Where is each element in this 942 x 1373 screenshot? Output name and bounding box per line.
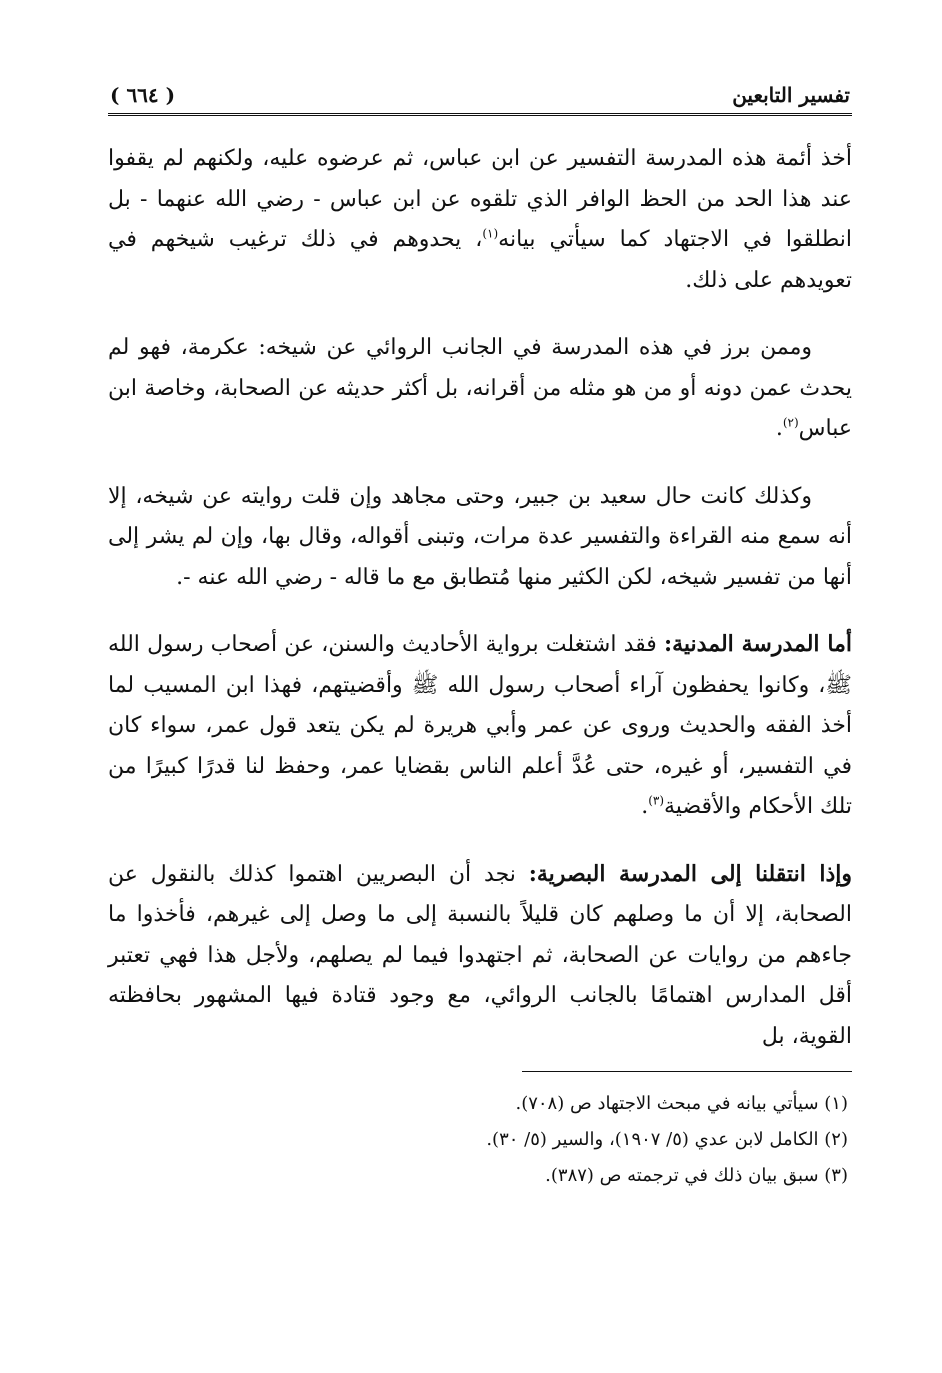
footnote-2: (٢) الكامل لابن عدي (٥/ ١٩٠٧)، والسير (٥/ ٣٠). [486,1129,848,1150]
paragraph-text: وممن برز في هذه المدرسة في الجانب الروائي عن شيخه: عكرمة، فهو لم يحدث عمن دونه أو من هو مثله من أقرانه، بل أكثر حديثه عن الصحابة، وخاصة ابن عباس [108,335,852,441]
footnote-ref-1[interactable]: (١) [482,226,499,241]
page-header [108,72,852,116]
paragraph-text: فقد اشتغلت برواية الأحاديث والسنن، عن أصحاب رسول الله ﷺ، وكانوا يحفظون آراء أصحاب رسول الله ﷺ وأقضيتهم، فهذا ابن المسيب لما أخذ الفقه والحديث وروى عن عمر وأبي هريرة لم يكن يتعد قول عمر، سواء كان في التفسير، أو غيره، حتى عُدَّ أعلم الناس بقضايا عمر، وحفظ لنا قدرًا كبيرًا من تلك الأحكام والأقضية [108,632,852,819]
paragraph-3 [108,476,852,599]
footnote-1: (١) سيأتي بيانه في مبحث الاجتهاد ص (٧٠٨). [515,1093,848,1114]
paragraph-text-after: . [641,794,649,819]
footnote-ref-2[interactable]: (٢) [782,415,799,430]
paragraph-2 [108,327,852,450]
paragraph-lead: وإذا انتقلنا إلى المدرسة البصرية: [528,860,852,887]
footnote-ref-3[interactable]: (٣) [648,793,665,808]
paragraph-text-after: . [775,416,783,441]
footnote-3: (٣) سبق بيان ذلك في ترجمته ص (٣٨٧). [545,1165,848,1186]
paragraph-1 [108,138,852,301]
paragraph-text: أخذ أئمة هذه المدرسة التفسير عن ابن عباس، ثم عرضوه عليه، ولكنهم لم يقفوا عند هذا الحد من الحظ الوافر الذي تلقوه عن ابن عباس - رضي الله عنهما - بل انطلقوا في الاجتهاد كما سيأتي بيانه [108,146,852,252]
paragraph-text: وكذلك كانت حال سعيد بن جبير، وحتى مجاهد وإن قلت روايته عن شيخه، إلا أنه سمع منه القراءة والتفسير عدة مرات، وتبنى أقواله، وقال بها، وإن لم يشر إلى أنها من تفسير شيخه، لكن الكثير منها مُتطابق مع ما قاله - رضي الله عنه -. [108,483,852,590]
paragraph-text: نجد أن البصريين اهتموا كذلك بالنقول عن الصحابة، إلا أن ما وصلهم كان قليلاً بالنسبة إلى ما وصل إلى غيرهم، فأخذوا ما جاءهم من روايات عن الصحابة، ثم اجتهدوا فيما لم يصلهم، ولأجل هذا فهي تعتبر أقل المدارس اهتمامًا بالجانب الروائي، مع وجود قتادة فيها المشهور بحافظته القوية، بل [108,861,852,1049]
paragraph-text-after: ، يحدوهم في ذلك ترغيب شيخهم في تعويدهم على ذلك. [108,227,852,293]
main-text [108,138,852,1057]
paragraph-lead: أما المدرسة المدنية: [664,631,852,657]
paragraph-5 [108,854,852,1058]
footnote-separator [522,1071,852,1072]
footnotes [108,1086,852,1194]
paragraph-4 [108,624,852,828]
running-title: تفسير التابعين [732,83,850,107]
page-number: ( ٦٦٤ ) [110,83,176,107]
